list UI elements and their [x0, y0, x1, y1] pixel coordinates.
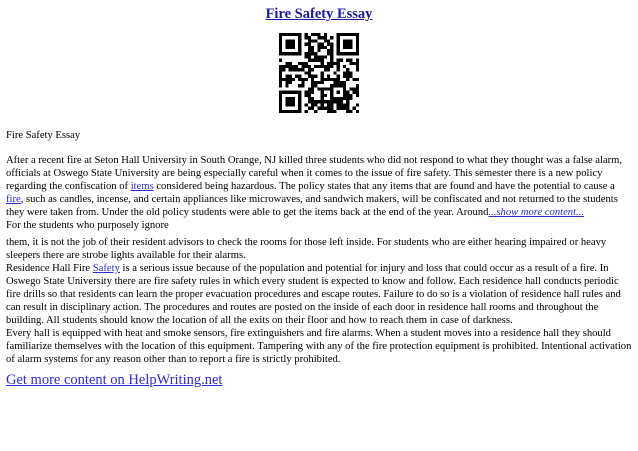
qr-module — [327, 110, 330, 113]
qr-module — [330, 107, 333, 110]
qr-module — [314, 65, 317, 68]
qr-module — [346, 100, 349, 103]
qr-module — [314, 75, 317, 78]
qr-module — [324, 107, 327, 110]
qr-module — [317, 46, 320, 49]
qr-module — [308, 49, 311, 52]
helpwriting-link[interactable]: Get more content on HelpWriting.net — [6, 372, 223, 388]
safety-link[interactable]: Safety — [92, 263, 120, 274]
qr-module — [305, 103, 308, 106]
qr-module — [340, 81, 343, 84]
qr-module — [330, 36, 333, 39]
document-title[interactable]: Fire Safety Essay — [265, 6, 373, 22]
qr-module — [314, 39, 317, 42]
qr-module — [324, 46, 327, 49]
paragraph-4: Every hall is equipped with heat and smoke sensors, fire extinguishers and fire alarms. When a student moves into a residence hall they should familiarize themselves with the location of this equipment. Tampering with any of the fire protection equipment is prohibited. Intentional activation of alarm systems for any reason other than to report a fire is strictly prohibited. — [6, 328, 632, 365]
qr-module — [305, 62, 308, 65]
qr-module — [340, 100, 343, 103]
paragraph-text: , such as candles, incense, and certain appliances like microwaves, and sandwich makers, will be confiscated and not returned to the students they were taken from. Under the old policy students were able to get the items back at the end of the year. Around — [6, 194, 618, 218]
qr-module — [343, 81, 346, 84]
qr-module — [308, 59, 311, 62]
qr-module — [324, 94, 327, 97]
qr-module — [311, 97, 314, 100]
qr-module — [321, 97, 324, 100]
qr-module — [301, 84, 304, 87]
qr-module — [308, 97, 311, 100]
qr-module — [327, 87, 330, 90]
qr-module — [327, 75, 330, 78]
qr-module — [333, 62, 336, 65]
qr-module — [324, 100, 327, 103]
qr-module — [337, 65, 340, 68]
qr-module — [324, 68, 327, 71]
qr-module — [330, 43, 333, 46]
qr-module — [279, 75, 282, 78]
qr-module — [301, 78, 304, 81]
qr-module — [340, 107, 343, 110]
qr-module — [317, 107, 320, 110]
qr-module — [330, 62, 333, 65]
qr-module — [330, 110, 333, 113]
qr-module — [356, 87, 359, 90]
qr-module — [324, 39, 327, 42]
qr-module — [353, 78, 356, 81]
qr-module — [346, 97, 349, 100]
qr-module — [343, 107, 346, 110]
qr-module — [289, 68, 292, 71]
qr-module — [305, 52, 308, 55]
qr-module — [356, 103, 359, 106]
qr-module — [285, 75, 288, 78]
qr-module — [305, 33, 308, 36]
qr-module — [311, 68, 314, 71]
qr-module — [308, 100, 311, 103]
qr-module — [295, 65, 298, 68]
qr-module — [353, 87, 356, 90]
qr-module — [314, 59, 317, 62]
qr-module — [311, 52, 314, 55]
qr-module — [337, 100, 340, 103]
qr-module — [305, 43, 308, 46]
qr-module — [311, 100, 314, 103]
qr-module — [289, 75, 292, 78]
qr-module — [305, 110, 308, 113]
qr-module — [308, 65, 311, 68]
qr-module — [327, 65, 330, 68]
qr-module — [327, 39, 330, 42]
qr-module — [305, 36, 308, 39]
qr-module — [343, 103, 346, 106]
qr-module — [314, 52, 317, 55]
qr-module — [308, 68, 311, 71]
qr-module — [321, 43, 324, 46]
qr-module — [356, 110, 359, 113]
qr-module — [289, 62, 292, 65]
qr-module — [346, 68, 349, 71]
qr-module — [321, 59, 324, 62]
qr-module — [327, 68, 330, 71]
qr-module — [333, 100, 336, 103]
qr-module — [340, 59, 343, 62]
qr-module — [295, 75, 298, 78]
qr-module — [308, 43, 311, 46]
qr-module — [308, 55, 311, 58]
qr-module — [308, 91, 311, 94]
qr-module — [349, 87, 352, 90]
qr-module — [346, 110, 349, 113]
qr-module — [356, 91, 359, 94]
qr-module — [321, 87, 324, 90]
qr-module — [311, 84, 314, 87]
qr-module — [317, 33, 320, 36]
qr-module — [356, 59, 359, 62]
qr-module — [298, 68, 301, 71]
qr-module — [346, 71, 349, 74]
qr-module — [324, 78, 327, 81]
qr-module — [311, 91, 314, 94]
qr-module — [346, 59, 349, 62]
qr-module — [289, 65, 292, 68]
qr-module — [337, 103, 340, 106]
qr-module — [314, 100, 317, 103]
qr-module — [321, 55, 324, 58]
qr-module — [317, 100, 320, 103]
qr-module — [337, 107, 340, 110]
qr-module — [279, 71, 282, 74]
paragraph-text: After a recent fire at Seton Hall University in South Orange, NJ killed three students who did not respond to what they thought was a false alarm, officials at Oswego State University are being especially careful when it comes to the issue of fire safety. This semester there is a new policy regarding the confiscation of — [6, 155, 623, 192]
qr-module — [321, 103, 324, 106]
essay-continuation — [6, 236, 632, 366]
qr-module — [330, 59, 333, 62]
qr-module — [301, 68, 304, 71]
qr-module — [321, 71, 324, 74]
qr-module — [356, 62, 359, 65]
qr-module — [317, 87, 320, 90]
qr-module — [308, 39, 311, 42]
qr-module — [330, 65, 333, 68]
qr-module — [321, 62, 324, 65]
qr-module — [311, 81, 314, 84]
qr-module — [308, 107, 311, 110]
qr-module — [314, 84, 317, 87]
qr-module — [308, 46, 311, 49]
items-link[interactable]: items — [130, 181, 154, 192]
qr-module — [327, 78, 330, 81]
qr-module — [317, 59, 320, 62]
paragraph-text: is a serious issue because of the population and potential for injury and loss that could occur as a result of a fire. In Oswego State University there are fire safety rules in which every student is expected to know and follow. Each residence hall conducts periodic fire drills so that residents can learn the proper evacuation procedures and escape routes. Failure to do so is a violation of residence hall rules and can result in disciplinary action. The procedures and routes are posted on the inside of each door in residence hall rooms and throughout the building. All students should know the location of all the exits on their floor and how to reach them in case of darkness. — [6, 263, 621, 326]
qr-module — [324, 87, 327, 90]
qr-module — [311, 78, 314, 81]
qr-module — [321, 94, 324, 97]
qr-module — [346, 103, 349, 106]
qr-module — [285, 81, 288, 84]
qr-module — [289, 78, 292, 81]
qr-module — [308, 75, 311, 78]
qr-module — [321, 91, 324, 94]
qr-module — [314, 103, 317, 106]
qr-module — [330, 55, 333, 58]
qr-module — [311, 59, 314, 62]
show-more-link[interactable]: ...show more content... — [488, 207, 584, 218]
qr-module — [279, 78, 282, 81]
qr-module — [282, 78, 285, 81]
qr-module — [305, 78, 308, 81]
qr-module — [311, 39, 314, 42]
qr-module — [353, 91, 356, 94]
qr-module — [356, 65, 359, 68]
qr-module — [285, 39, 295, 49]
qr-module — [356, 94, 359, 97]
qr-module — [321, 78, 324, 81]
qr-module — [308, 71, 311, 74]
qr-module — [317, 55, 320, 58]
qr-module — [346, 107, 349, 110]
qr-module — [346, 91, 349, 94]
qr-module — [305, 55, 308, 58]
qr-module — [349, 62, 352, 65]
qr-module — [311, 103, 314, 106]
qr-module — [349, 59, 352, 62]
qr-module — [327, 107, 330, 110]
paragraph-text: Residence Hall Fire — [6, 263, 93, 274]
qr-module — [317, 81, 320, 84]
fire-link[interactable]: fire — [6, 194, 21, 205]
qr-module — [314, 81, 317, 84]
qr-module — [349, 97, 352, 100]
qr-module — [295, 68, 298, 71]
qr-module — [305, 71, 308, 74]
qr-module — [343, 71, 346, 74]
qr-module — [311, 107, 314, 110]
qr-module — [337, 91, 340, 94]
qr-module — [327, 62, 330, 65]
qr-module — [337, 62, 340, 65]
qr-module — [298, 75, 301, 78]
qr-module — [330, 52, 333, 55]
qr-module — [324, 55, 327, 58]
qr-module — [285, 84, 288, 87]
qr-module — [333, 78, 336, 81]
qr-module — [349, 94, 352, 97]
qr-module — [321, 100, 324, 103]
qr-module — [298, 84, 301, 87]
qr-module — [346, 75, 349, 78]
qr-module — [285, 78, 288, 81]
qr-module — [292, 78, 295, 81]
qr-module — [330, 100, 333, 103]
qr-module — [301, 81, 304, 84]
qr-module — [327, 52, 330, 55]
paragraph-text: considered being hazardous. The policy states that any items that are found and have the potential to cause a — [153, 181, 615, 192]
qr-module — [317, 43, 320, 46]
qr-module — [317, 36, 320, 39]
qr-module — [321, 107, 324, 110]
qr-module — [333, 71, 336, 74]
qr-module — [317, 65, 320, 68]
essay-heading: Fire Safety Essay — [6, 130, 81, 141]
qr-module — [343, 39, 353, 49]
qr-module — [311, 33, 314, 36]
qr-module — [311, 87, 314, 90]
qr-module — [324, 65, 327, 68]
qr-module — [314, 33, 317, 36]
qr-module — [311, 75, 314, 78]
qr-module — [301, 62, 304, 65]
qr-module — [314, 110, 317, 113]
qr-module — [321, 81, 324, 84]
qr-module — [308, 36, 311, 39]
essay-paragraph-1 — [6, 154, 632, 232]
qr-module — [311, 46, 314, 49]
qr-module — [333, 81, 336, 84]
qr-module — [346, 78, 349, 81]
qr-module — [327, 43, 330, 46]
qr-module — [337, 81, 340, 84]
qr-module — [343, 75, 346, 78]
qr-module — [301, 65, 304, 68]
qr-module — [292, 65, 295, 68]
qr-module — [317, 49, 320, 52]
qr-module — [285, 65, 288, 68]
qr-module — [330, 78, 333, 81]
qr-module — [298, 62, 301, 65]
qr-module — [279, 68, 282, 71]
qr-module — [305, 91, 308, 94]
qr-module — [298, 78, 301, 81]
qr-module — [308, 87, 311, 90]
qr-module — [321, 46, 324, 49]
qr-module — [311, 49, 314, 52]
qr-module — [282, 68, 285, 71]
qr-module — [340, 103, 343, 106]
qr-module — [343, 65, 346, 68]
qr-module — [305, 65, 308, 68]
qr-module — [285, 62, 288, 65]
qr-module — [337, 78, 340, 81]
qr-module — [337, 75, 340, 78]
qr-module — [321, 65, 324, 68]
qr-module — [314, 55, 317, 58]
qr-module — [349, 71, 352, 74]
qr-module — [330, 103, 333, 106]
qr-module — [330, 46, 333, 49]
paragraph-2: them, it is not the job of their resident advisors to check the rooms for those left inside. For students who are either hearing impaired or heavy sleepers there are strobe lights available for their alarms. — [6, 237, 607, 261]
qr-module — [349, 110, 352, 113]
qr-module — [327, 100, 330, 103]
qr-module — [279, 81, 282, 84]
paragraph-text: For the students who purposely ignore — [6, 220, 169, 231]
qr-module — [282, 65, 285, 68]
qr-code-icon — [279, 33, 359, 113]
qr-module — [285, 97, 295, 107]
qr-module — [279, 65, 282, 68]
qr-module — [324, 33, 327, 36]
qr-module — [356, 84, 359, 87]
qr-module — [337, 68, 340, 71]
qr-module — [289, 81, 292, 84]
qr-module — [333, 110, 336, 113]
qr-module — [327, 103, 330, 106]
qr-module — [321, 36, 324, 39]
qr-module — [349, 75, 352, 78]
qr-module — [356, 68, 359, 71]
qr-module — [353, 62, 356, 65]
qr-module — [346, 94, 349, 97]
qr-module — [353, 107, 356, 110]
qr-module — [292, 68, 295, 71]
qr-module — [308, 94, 311, 97]
qr-module — [337, 59, 340, 62]
qr-module — [305, 94, 308, 97]
qr-module — [321, 75, 324, 78]
qr-module — [308, 52, 311, 55]
qr-module — [330, 49, 333, 52]
qr-module — [324, 36, 327, 39]
qr-module — [327, 49, 330, 52]
qr-module — [279, 59, 282, 62]
qr-module — [356, 78, 359, 81]
qr-module — [279, 84, 282, 87]
